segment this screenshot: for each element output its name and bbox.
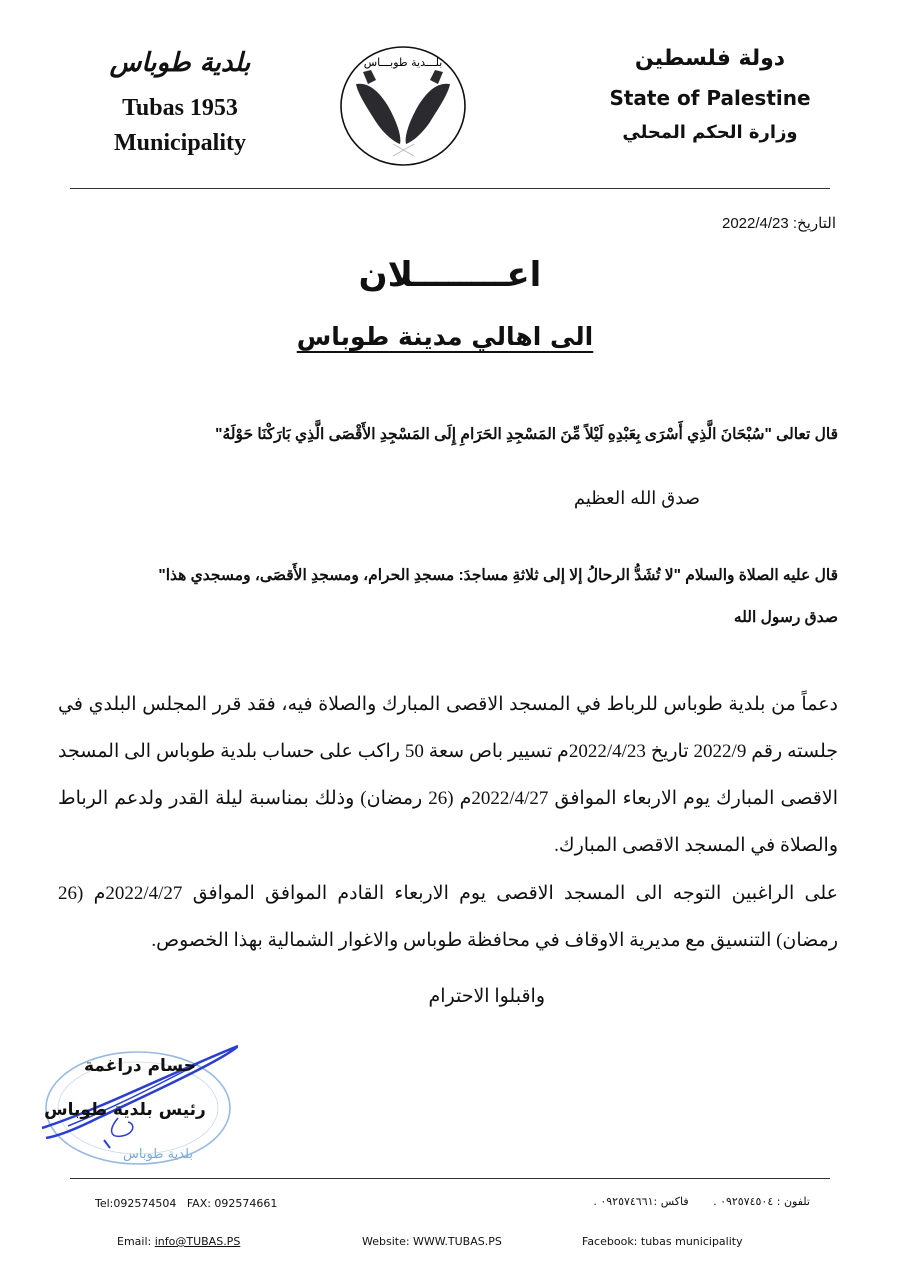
footer-website[interactable]: Website: WWW.TUBAS.PS [362, 1235, 502, 1248]
email-link[interactable]: info@TUBAS.PS [154, 1235, 241, 1248]
footer-phone-fax-arabic: تلفون : ٠٩٢٥٧٤٥٠٤ . فاكس :٠٩٢٥٧٤٦٦١ . [593, 1195, 810, 1208]
state-name-english: State of Palestine [609, 86, 811, 110]
announcement-subtitle [260, 322, 630, 351]
footer-divider [70, 1178, 830, 1179]
hadith-quote: قال عليه الصلاة والسلام "لا تُشَدُّ الرحالُ إلا إلى ثلاثةِ مساجدَ: مسجدِ الحرام، ومسجدِ الأَقصَى، ومسجدي هذا" [158, 567, 838, 584]
municipality-label-english: Municipality [113, 130, 246, 156]
state-name-arabic: دولة فلسطين [634, 46, 786, 71]
quran-verse: قال تعالى "سُبْحَانَ الَّذِي أَسْرَى بِعَبْدِهِ لَيْلاً مِّنَ المَسْجِدِ الحَرَامِ إِلَى المَسْجِدِ الأَقْصَى الَّذِي بَارَكْنَا حَوْلَهُ" [215, 426, 838, 443]
email-label: Email: [117, 1235, 155, 1248]
signatory-name: حسام دراغمة [84, 1056, 196, 1076]
municipality-logo [338, 44, 468, 168]
announcement-paragraph-2: على الراغبين التوجه الى المسجد الاقصى يوم الاربعاء القادم الموافق الموافق 2022/4/27م (26 رمضان) التنسيق مع مديرية الاوقاف في محافظة طوباس والاغوار الشمالية بهذا الخصوص. [58, 883, 838, 951]
signatory-title: رئيس بلدية طوباس [44, 1100, 206, 1120]
subtitle-text: الى اهالي مدينة طوباس [296, 322, 594, 351]
header-divider [70, 188, 830, 189]
municipality-name-english: Tubas 1953 [122, 95, 238, 121]
hadith-closing: صدق رسول الله [733, 609, 838, 626]
wheat-emblem-icon [338, 44, 468, 168]
footer-facebook[interactable]: Facebook: tubas municipality [582, 1235, 743, 1248]
document-date: التاريخ: 2022/4/23 [721, 215, 836, 232]
announcement-title: اعــــــــلان [358, 255, 542, 295]
municipality-name-arabic: بلدية طوباس [109, 48, 251, 78]
logo-text: بلـــدية طوبـــاس [363, 56, 443, 69]
closing-remark: واقبلوا الاحترام [428, 986, 545, 1007]
footer-email [117, 1235, 240, 1248]
verse-closing: صدق الله العظيم [573, 488, 700, 508]
announcement-paragraph-1: دعماً من بلدية طوباس للرباط في المسجد الاقصى المبارك والصلاة فيه، فقد قرر المجلس البلدي في جلسته رقم 2022/9 تاريخ 2022/4/23م تسيير باص سعة 50 راكب على حساب بلدية طوباس الى المسجد الاقصى المبارك يوم الاربعاء الموافق 2022/4/27م (26 رمضان) وذلك بمناسبة ليلة القدر ولدعم الرباط والصلاة في المسجد الاقصى المبارك. [58, 694, 838, 856]
ministry-name-arabic: وزارة الحكم المحلي [622, 122, 798, 143]
stamp-text: بلدية طوباس [123, 1147, 193, 1162]
footer-phone-fax-english: Tel:092574504 FAX: 092574661 [95, 1197, 278, 1210]
